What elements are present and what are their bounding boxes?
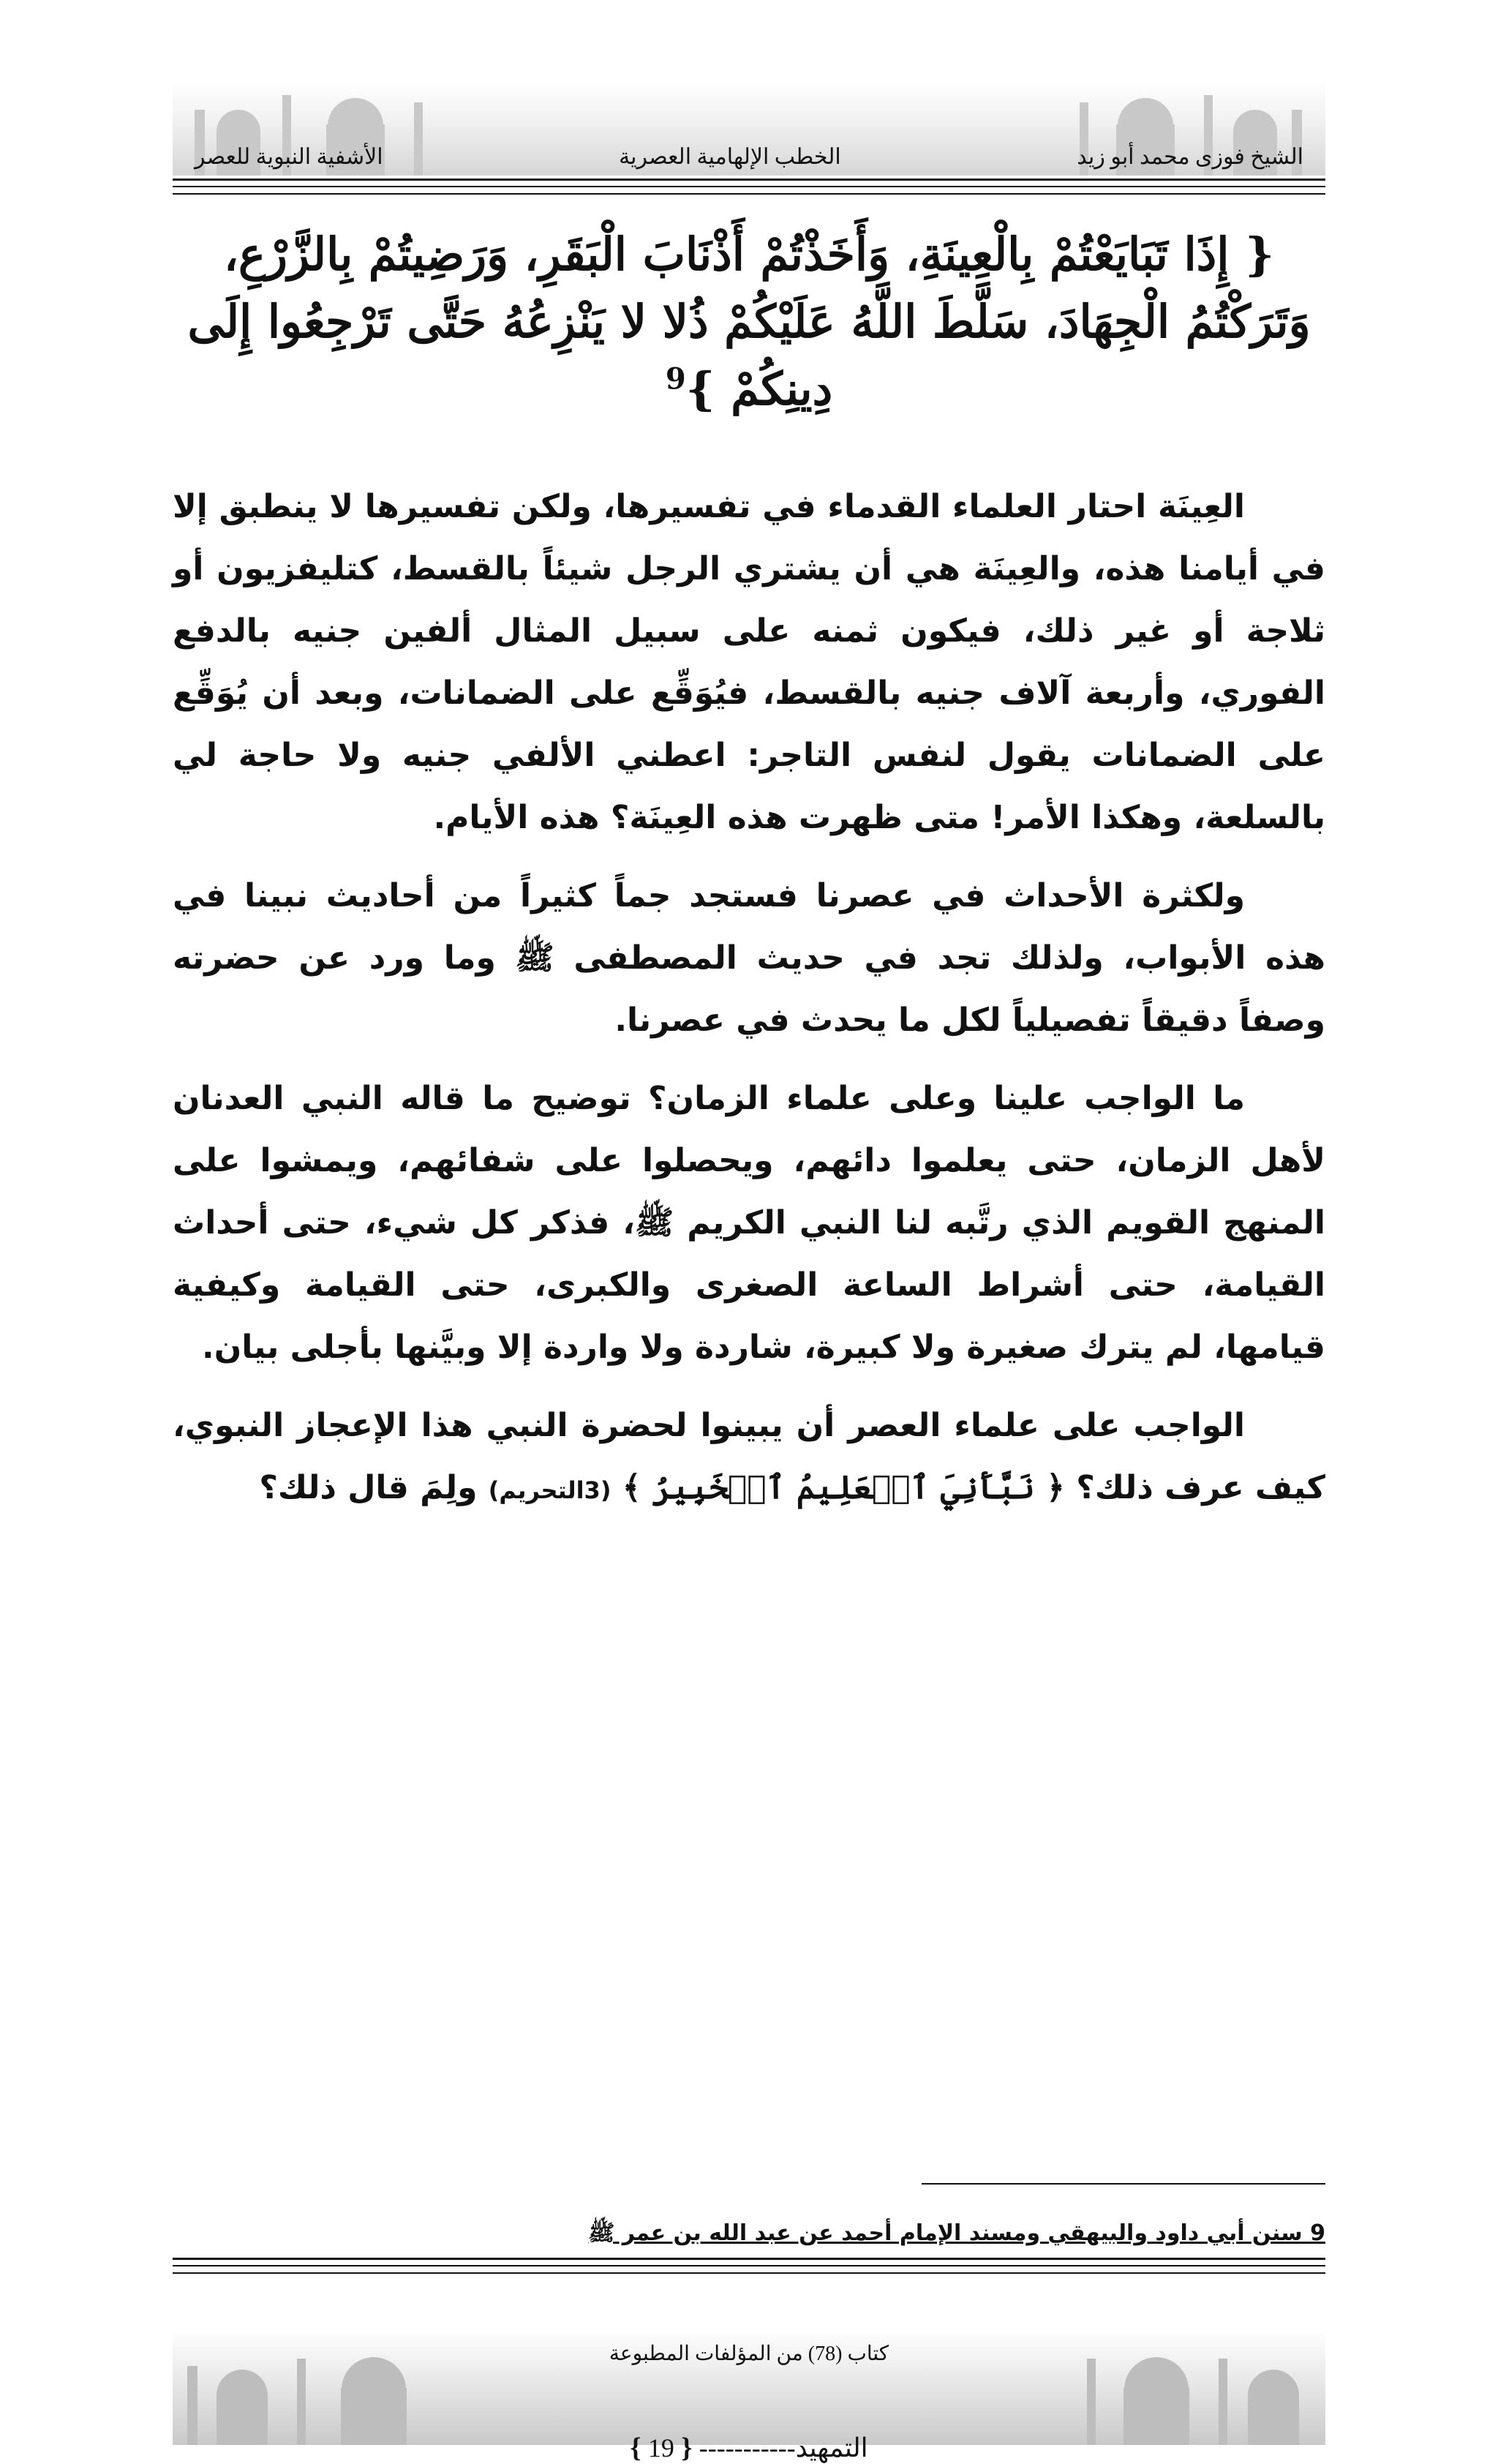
- header-author: الشيخ فوزى محمد أبو زيد: [1077, 144, 1303, 169]
- header-rule-triple: [173, 193, 1325, 195]
- paragraph-tail: ولِمَ قال ذلك؟: [259, 1469, 478, 1506]
- quran-quote: ﴿ نَبَّأَنِيَ ٱلۡعَلِيمُ ٱلۡخَبِيرُ ﴾: [622, 1469, 1065, 1506]
- paragraph: ولكثرة الأحداث في عصرنا فستجد جماً كثيراً من أحاديث نبينا في هذه الأبواب، ولذلك تجد في حديث المصطفى ﷺ وما ورد عن حضرته وصفاً دقيقاً تفصيلياً لكل ما يحدث في عصرنا.: [173, 877, 1325, 1039]
- footnote-marker: 9: [665, 361, 686, 397]
- quran-reference: (3التحريم): [488, 1476, 611, 1504]
- footer-book-label: كتاب (78) من المؤلفات المطبوعة: [609, 2343, 889, 2365]
- paragraph-last: [173, 1394, 1325, 1522]
- footer-rule-double: [173, 2265, 1325, 2266]
- footer-rule: [173, 2258, 1325, 2260]
- running-header: [173, 140, 1325, 173]
- footer-section: التمهيد: [795, 2433, 868, 2463]
- footer-page-line: التمهيد----------- { 19 }: [630, 2433, 868, 2463]
- hadith-block: [173, 221, 1325, 423]
- header-series: الأشفية النبوية للعصر: [195, 144, 383, 169]
- hadith-text: { إِذَا تَبَايَعْتُمْ بِالْعِينَةِ، وَأَخَذْتُمْ أَذْنَابَ الْبَقَرِ، وَرَضِيتُمْ بِالزَّرْعِ، وَتَرَكْتُمُ الْجِهَادَ، سَلَّطَ اللَّهُ عَلَيْكُمْ ذُلا لا يَنْزِعُهُ حَتَّى تَرْجِعُوا إِلَى دِينِكُمْ }: [187, 228, 1311, 416]
- paragraph: ما الواجب علينا وعلى علماء الزمان؟ توضيح ما قاله النبي العدنان لأهل الزمان، حتى يعلموا دائهم، ويحصلوا على شفائهم، ويمشوا على المنهج القويم الذي رتَّبه لنا النبي الكريم ﷺ، فذكر كل شيء، حتى أحداث القيامة، حتى أشراط الساعة الصغرى والكبرى، حتى القيامة وكيفية قيامها، لم يترك صغيرة ولا كبيرة، شاردة ولا واردة إلا وبيَّنها بأجلى بيان.: [173, 1080, 1325, 1366]
- header-collection: الخطب الإلهامية العصرية: [619, 144, 841, 169]
- article-body: [173, 476, 1325, 1538]
- header-rule: [173, 179, 1325, 181]
- header-rule-double: [173, 186, 1325, 187]
- paragraph: العِينَة احتار العلماء القدماء في تفسيرها، ولكن تفسيرها لا ينطبق إلا في أيامنا هذه، والعِينَة هي أن يشتري الرجل شيئاً بالقسط، كتليفزيون أو ثلاجة أو غير ذلك، فيكون ثمنه على سبيل المثال ألفين جنيه بالدفع الفوري، وأربعة آلاف جنيه بالقسط، فيُوَقِّع على الضمانات، وبعد أن يُوَقِّع على الضمانات يقول لنفس التاجر: اعطني الألفي جنيه ولا حاجة لي بالسلعة، وهكذا الأمر! متى ظهرت هذه العِينَة؟ هذه الأيام.: [173, 488, 1325, 836]
- footer-dashes: -----------: [699, 2433, 796, 2463]
- paragraph-text: الواجب على علماء العصر أن يبينوا لحضرة النبي هذا الإعجاز النبوي، كيف عرف ذلك؟: [173, 1407, 1325, 1506]
- footer-rule-triple: [173, 2272, 1325, 2274]
- page-number: 19: [647, 2433, 674, 2463]
- footnote: 9 سنن أبي داود والبيهقي ومسند الإمام أحمد عن عبد الله بن عمر ﷺ: [588, 2220, 1325, 2246]
- footnote-separator: [922, 2183, 1325, 2185]
